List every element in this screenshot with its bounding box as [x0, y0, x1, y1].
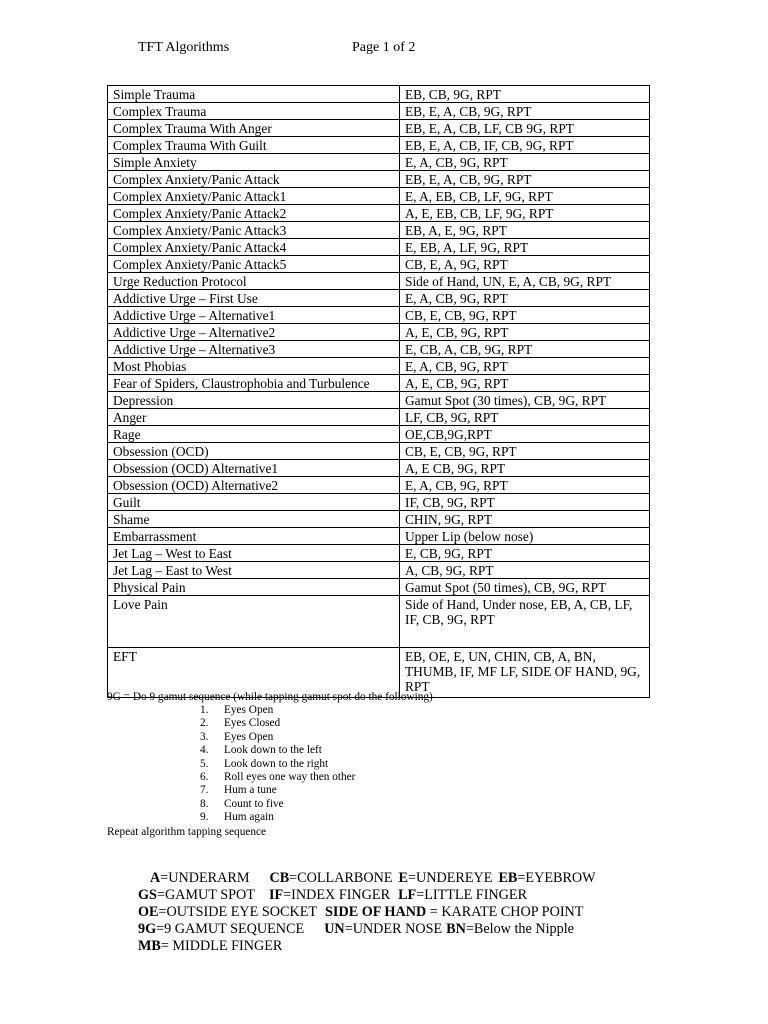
legend-line	[138, 870, 596, 887]
legend-meaning: =Below the Nipple	[465, 921, 574, 937]
table-row	[108, 86, 650, 103]
document-title: TFT Algorithms	[138, 40, 230, 55]
list-item	[200, 704, 355, 717]
condition-cell: Complex Anxiety/Panic Attack3	[108, 222, 400, 239]
list-item-text: Count to five	[224, 797, 284, 810]
sequence-cell: E, A, CB, 9G, RPT	[400, 358, 650, 375]
table-row	[108, 392, 650, 409]
list-item	[200, 731, 355, 744]
sequence-cell: Side of Hand, UN, E, A, CB, 9G, RPT	[400, 273, 650, 290]
condition-cell: Most Phobias	[108, 358, 400, 375]
list-item-text: Hum again	[224, 811, 274, 824]
list-item-number: 1.	[200, 704, 209, 716]
list-item-number: 9.	[200, 811, 209, 824]
condition-cell: Addictive Urge – Alternative3	[108, 341, 400, 358]
legend-line	[138, 904, 596, 921]
legend-meaning: =UNDER NOSE	[344, 921, 443, 937]
legend-meaning: = MIDDLE FINGER	[160, 938, 283, 954]
table-row	[108, 375, 650, 392]
repeat-note: Repeat algorithm tapping sequence	[107, 826, 267, 838]
list-item-text: Eyes Closed	[224, 717, 281, 730]
table-row	[108, 426, 650, 443]
table-row	[108, 273, 650, 290]
sequence-cell: OE,CB,9G,RPT	[400, 426, 650, 443]
list-item-number: 8.	[200, 797, 209, 810]
condition-cell: Love Pain	[108, 596, 400, 648]
condition-cell: Addictive Urge – Alternative2	[108, 324, 400, 341]
table-row	[108, 222, 650, 239]
legend-meaning: =UNDEREYE	[408, 870, 493, 886]
table-row	[108, 579, 650, 596]
legend-abbreviation: IF	[268, 887, 284, 903]
sequence-cell: Gamut Spot (50 times), CB, 9G, RPT	[400, 579, 650, 596]
list-item	[200, 717, 355, 730]
list-item-text: Look down to the left	[224, 744, 322, 757]
table-row	[108, 239, 650, 256]
sequence-cell: EB, CB, 9G, RPT	[400, 86, 650, 103]
table-row	[108, 324, 650, 341]
legend-meaning: =GAMUT SPOT	[156, 887, 255, 903]
condition-cell: Complex Anxiety/Panic Attack2	[108, 205, 400, 222]
table-row	[108, 562, 650, 579]
condition-cell: Anger	[108, 409, 400, 426]
condition-cell: Complex Trauma With Guilt	[108, 137, 400, 154]
legend-abbreviation: UN	[324, 921, 345, 937]
table-row	[108, 460, 650, 477]
condition-cell: Addictive Urge – First Use	[108, 290, 400, 307]
sequence-cell: A, E, CB, 9G, RPT	[400, 324, 650, 341]
condition-cell: Jet Lag – West to East	[108, 545, 400, 562]
sequence-cell: IF, CB, 9G, RPT	[400, 494, 650, 511]
legend-abbreviation: 9G	[138, 921, 157, 937]
list-item	[200, 758, 355, 771]
list-item-number: 6.	[200, 771, 209, 784]
legend-meaning: =UNDERARM	[160, 870, 250, 886]
algorithm-table	[107, 85, 650, 698]
table-row	[108, 307, 650, 324]
sequence-cell: Gamut Spot (30 times), CB, 9G, RPT	[400, 392, 650, 409]
table-row	[108, 205, 650, 222]
table-row	[108, 528, 650, 545]
table-row	[108, 154, 650, 171]
abbreviation-legend	[138, 870, 596, 955]
table-row	[108, 137, 650, 154]
legend-abbreviation: GS	[138, 887, 157, 903]
sequence-cell: CB, E, CB, 9G, RPT	[400, 307, 650, 324]
condition-cell: Complex Anxiety/Panic Attack1	[108, 188, 400, 205]
condition-cell: Jet Lag – East to West	[108, 562, 400, 579]
condition-cell: Embarrassment	[108, 528, 400, 545]
sequence-cell: CB, E, CB, 9G, RPT	[400, 443, 650, 460]
condition-cell: Complex Anxiety/Panic Attack4	[108, 239, 400, 256]
table-row	[108, 103, 650, 120]
list-item-number: 7.	[200, 784, 209, 797]
condition-cell: Complex Anxiety/Panic Attack5	[108, 256, 400, 273]
table-row	[108, 443, 650, 460]
sequence-cell: E, A, CB, 9G, RPT	[400, 477, 650, 494]
page-header	[138, 40, 416, 56]
sequence-cell: Side of Hand, Under nose, EB, A, CB, LF, IF, CB, 9G, RPT	[400, 596, 650, 648]
list-item-text: Look down to the right	[224, 757, 329, 770]
legend-meaning: =LITTLE FINGER	[416, 887, 528, 903]
legend-abbreviation: EB	[498, 870, 518, 886]
list-item-text: Roll eyes one way then other	[224, 771, 356, 784]
condition-cell: Physical Pain	[108, 579, 400, 596]
condition-cell: Complex Trauma With Anger	[108, 120, 400, 137]
table-row	[108, 409, 650, 426]
legend-abbreviation: LF	[398, 887, 417, 903]
table-row	[108, 648, 650, 698]
legend-meaning: =OUTSIDE EYE SOCKET	[158, 904, 318, 920]
table-row	[108, 477, 650, 494]
legend-abbreviation: OE	[138, 904, 159, 920]
gamut-steps-list	[200, 704, 355, 825]
sequence-cell: Upper Lip (below nose)	[400, 528, 650, 545]
table-row	[108, 341, 650, 358]
sequence-cell: LF, CB, 9G, RPT	[400, 409, 650, 426]
sequence-cell: CHIN, 9G, RPT	[400, 511, 650, 528]
list-item-number: 2.	[200, 717, 209, 730]
sequence-cell: E, A, CB, 9G, RPT	[400, 154, 650, 171]
list-item	[200, 771, 355, 784]
sequence-cell: CB, E, A, 9G, RPT	[400, 256, 650, 273]
legend-abbreviation: BN	[446, 921, 466, 937]
legend-abbreviation: CB	[269, 870, 290, 886]
sequence-cell: EB, E, A, CB, 9G, RPT	[400, 103, 650, 120]
sequence-cell: EB, OE, E, UN, CHIN, CB, A, BN, THUMB, IF, MF LF, SIDE OF HAND, 9G, RPT	[400, 648, 650, 698]
sequence-cell: E, CB, 9G, RPT	[400, 545, 650, 562]
list-item-number: 3.	[200, 730, 209, 743]
condition-cell: Complex Anxiety/Panic Attack	[108, 171, 400, 188]
legend-line	[138, 921, 596, 938]
sequence-cell: A, E CB, 9G, RPT	[400, 460, 650, 477]
sequence-cell: E, A, CB, 9G, RPT	[400, 290, 650, 307]
list-item	[200, 784, 355, 797]
table-row	[108, 511, 650, 528]
list-item	[200, 811, 355, 824]
legend-meaning: =9 GAMUT SEQUENCE	[156, 921, 305, 937]
legend-meaning: = KARATE CHOP POINT	[426, 904, 584, 920]
table-row	[108, 596, 650, 648]
list-item-number: 5.	[200, 757, 209, 770]
condition-cell: Addictive Urge – Alternative1	[108, 307, 400, 324]
table-row	[108, 188, 650, 205]
list-item	[200, 798, 355, 811]
sequence-cell: EB, E, A, CB, LF, CB 9G, RPT	[400, 120, 650, 137]
legend-line	[138, 887, 596, 904]
sequence-cell: A, E, EB, CB, LF, 9G, RPT	[400, 205, 650, 222]
list-item-text: Eyes Open	[224, 730, 274, 743]
list-item-text: Eyes Open	[224, 704, 274, 716]
table-row	[108, 120, 650, 137]
condition-cell: Obsession (OCD) Alternative2	[108, 477, 400, 494]
sequence-cell: E, EB, A, LF, 9G, RPT	[400, 239, 650, 256]
legend-abbreviation: MB	[138, 938, 161, 954]
sequence-cell: A, CB, 9G, RPT	[400, 562, 650, 579]
page-number: Page 1 of 2	[352, 40, 416, 55]
condition-cell: Obsession (OCD) Alternative1	[108, 460, 400, 477]
condition-cell: Urge Reduction Protocol	[108, 273, 400, 290]
table-row	[108, 290, 650, 307]
sequence-cell: E, A, EB, CB, LF, 9G, RPT	[400, 188, 650, 205]
sequence-cell: EB, A, E, 9G, RPT	[400, 222, 650, 239]
list-item	[200, 744, 355, 757]
list-item-text: Hum a tune	[224, 784, 277, 797]
condition-cell: Simple Trauma	[108, 86, 400, 103]
table-row	[108, 171, 650, 188]
condition-cell: Simple Anxiety	[108, 154, 400, 171]
legend-abbreviation: E	[398, 870, 409, 886]
condition-cell: Complex Trauma	[108, 103, 400, 120]
legend-meaning: =INDEX FINGER	[283, 887, 391, 903]
condition-cell: Shame	[108, 511, 400, 528]
sequence-cell: E, CB, A, CB, 9G, RPT	[400, 341, 650, 358]
sequence-cell: A, E, CB, 9G, RPT	[400, 375, 650, 392]
legend-meaning: =EYEBROW	[517, 870, 596, 886]
table-row	[108, 256, 650, 273]
condition-cell: Obsession (OCD)	[108, 443, 400, 460]
condition-cell: Rage	[108, 426, 400, 443]
legend-line	[138, 938, 596, 955]
table-row	[108, 494, 650, 511]
legend-meaning: =COLLARBONE	[289, 870, 393, 886]
sequence-cell: EB, E, A, CB, 9G, RPT	[400, 171, 650, 188]
table-row	[108, 545, 650, 562]
table-row	[108, 358, 650, 375]
legend-abbreviation: A	[150, 870, 161, 886]
condition-cell: Fear of Spiders, Claustrophobia and Turbulence	[108, 375, 400, 392]
sequence-cell: EB, E, A, CB, IF, CB, 9G, RPT	[400, 137, 650, 154]
condition-cell: Guilt	[108, 494, 400, 511]
list-item-number: 4.	[200, 744, 209, 757]
condition-cell: EFT	[108, 648, 400, 698]
condition-cell: Depression	[108, 392, 400, 409]
gamut-note: 9G = Do 9 gamut sequence (while tapping gamut spot do the following)	[107, 691, 433, 703]
legend-abbreviation: SIDE OF HAND	[325, 904, 427, 920]
